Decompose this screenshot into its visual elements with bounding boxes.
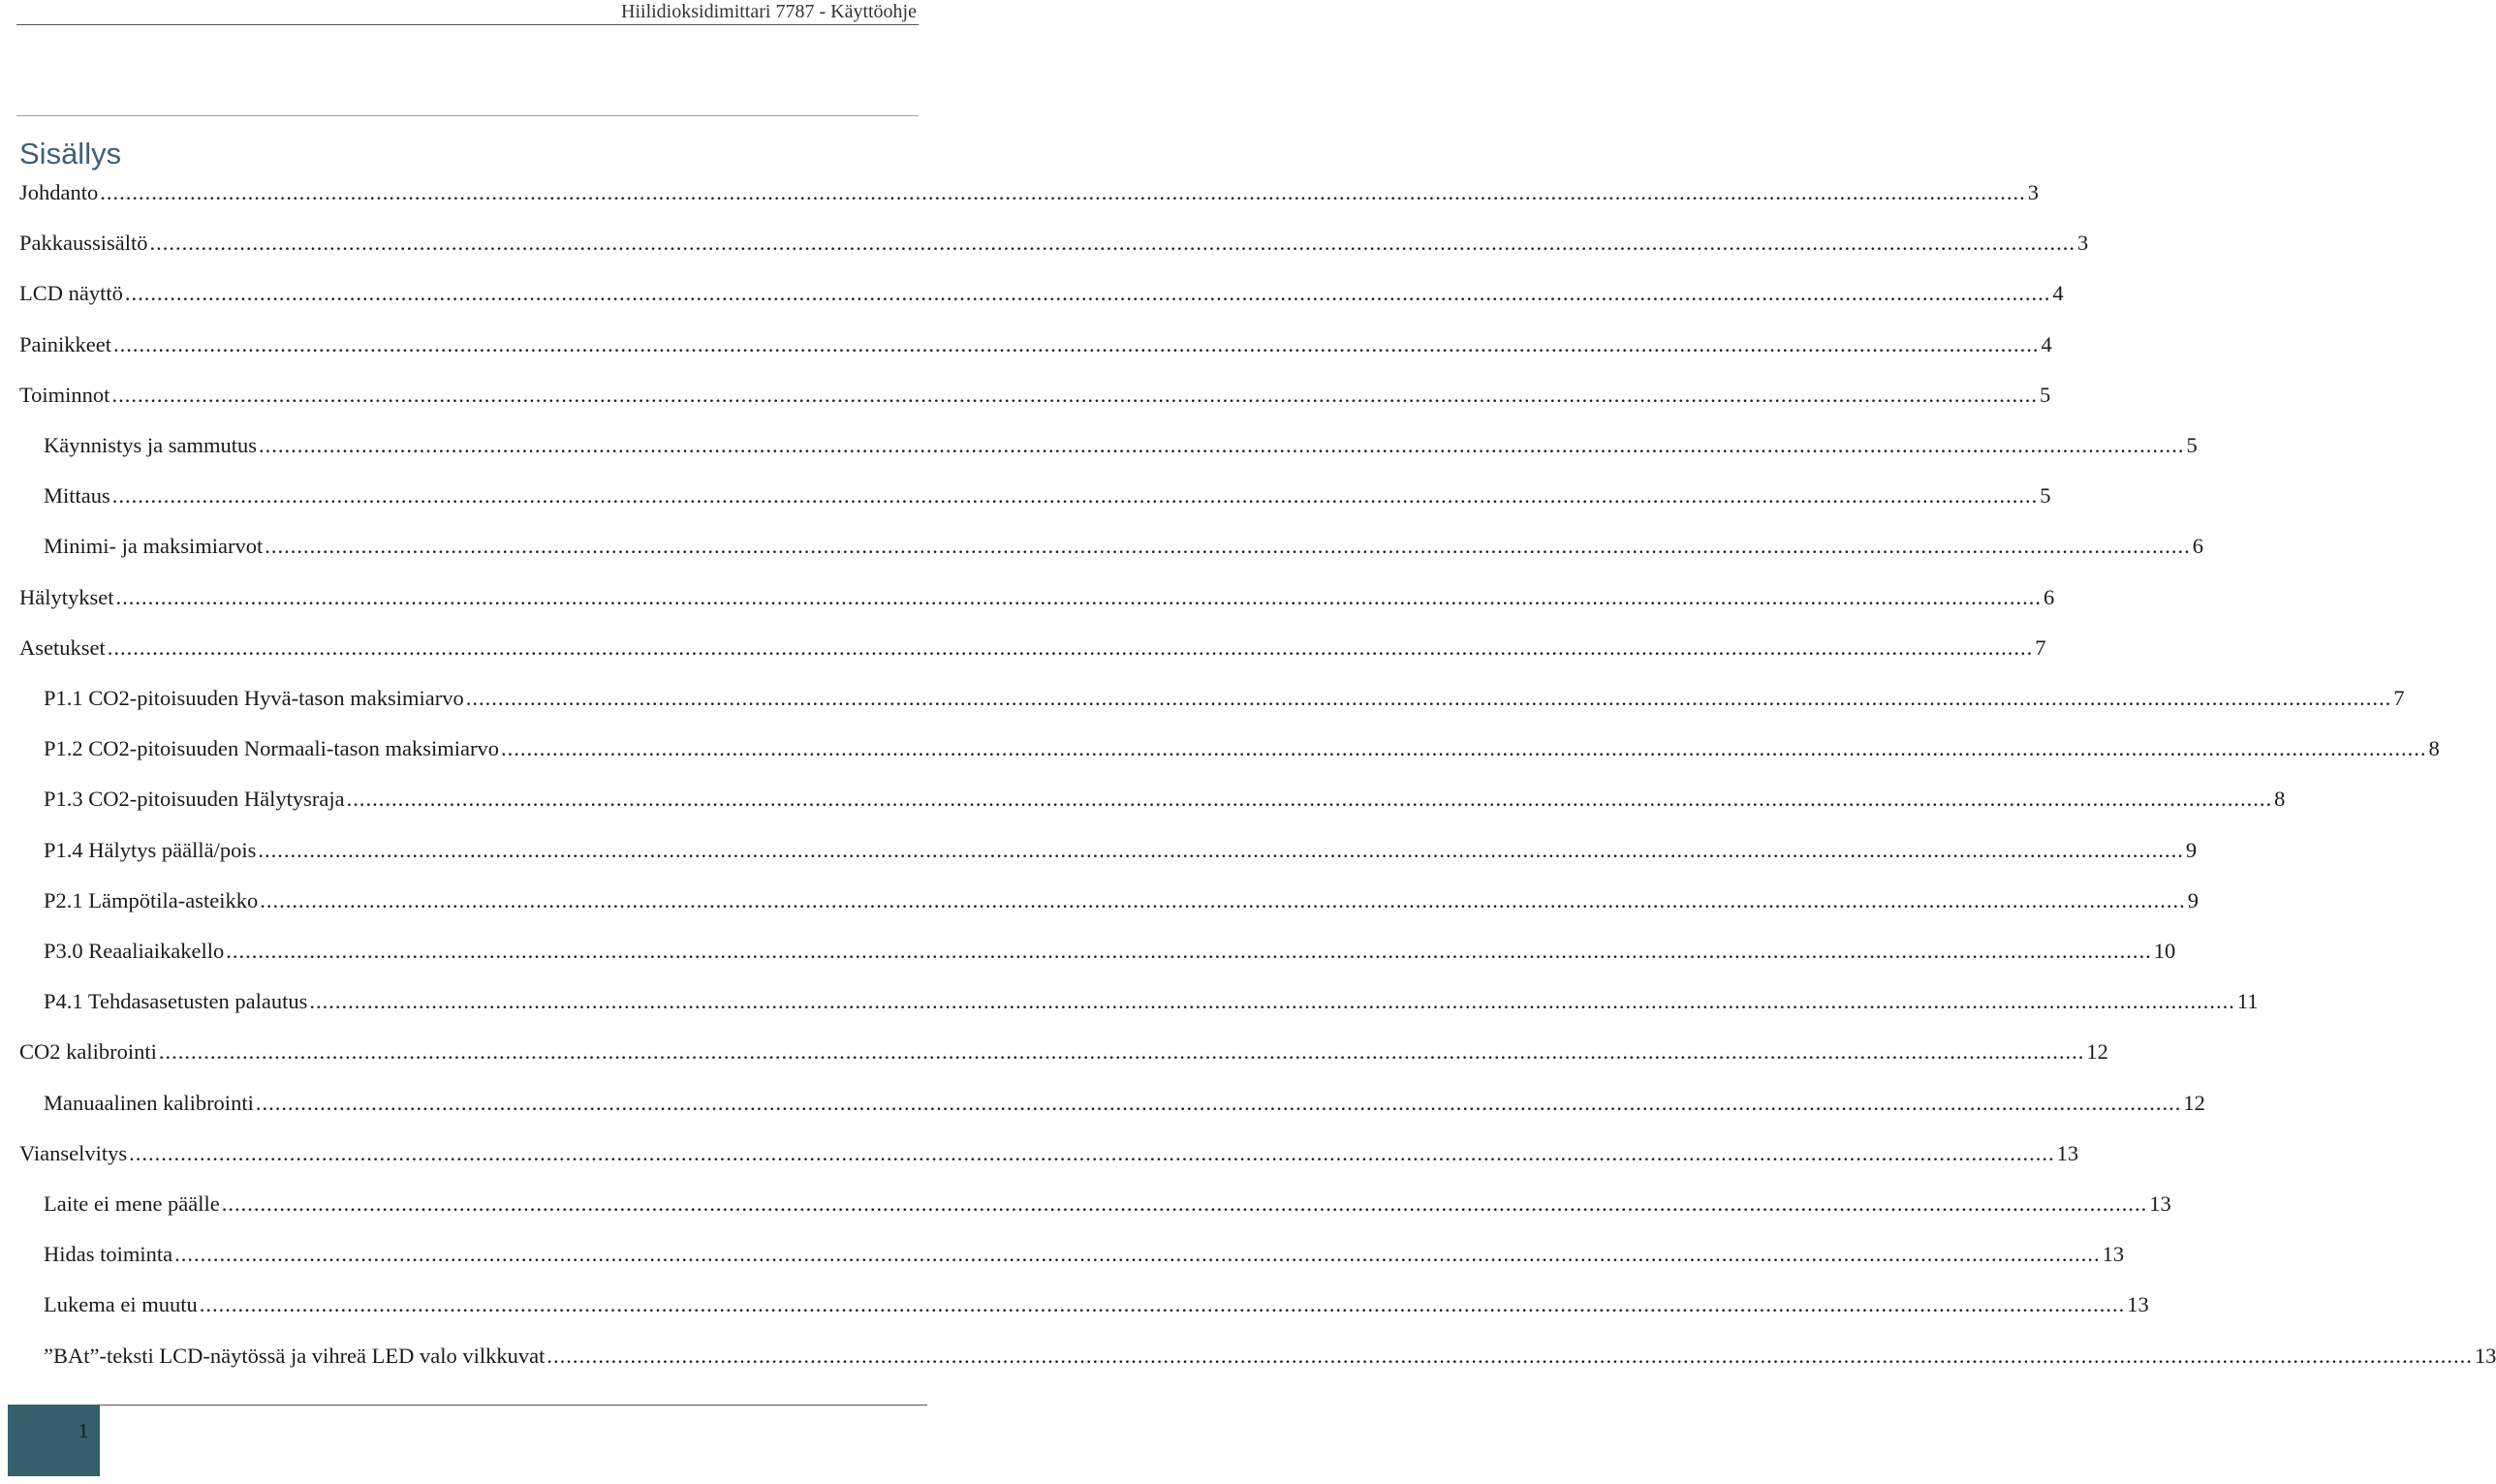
toc-entry[interactable] <box>19 228 2089 259</box>
toc-entry-label: P4.1 Tehdasasetusten palautus <box>44 989 308 1014</box>
toc-entry-label: P3.0 Reaaliaikakello <box>44 939 225 963</box>
toc-entry-label: P2.1 Lämpötila-asteikko <box>44 887 259 912</box>
toc-entry[interactable] <box>44 835 2198 866</box>
toc-dot-leader: ............................................................................................................................................................................................................................................................................................................ <box>221 1191 2148 1216</box>
toc-entry-label: P1.2 CO2-pitoisuuden Normaali-tason maksimiarvo <box>44 736 499 761</box>
toc-entry[interactable] <box>44 480 2051 511</box>
toc-entry[interactable] <box>19 329 2052 360</box>
toc-entry-label: Hidas toiminta <box>44 1242 173 1267</box>
toc-entry[interactable] <box>44 1239 2125 1270</box>
toc-entry[interactable] <box>44 531 2203 562</box>
toc-entry-label: P1.3 CO2-pitoisuuden Hälytysraja <box>44 787 345 812</box>
toc-entry-page: 8 <box>2274 787 2286 812</box>
toc-dot-leader: ............................................................................................................................................................................................................................................................................................................ <box>129 1140 2055 1165</box>
toc-entry-label: LCD näyttö <box>19 281 123 306</box>
toc-entry-label: ”BAt”-teksti LCD-näytössä ja vihreä LED valo vilkkuvat <box>44 1343 546 1368</box>
toc-entry-page: 5 <box>2186 433 2198 457</box>
toc-entry-page: 3 <box>2077 231 2089 256</box>
toc-dot-leader: ............................................................................................................................................................................................................................................................................................................ <box>260 887 2186 912</box>
toc-entry-page: 12 <box>2183 1090 2205 1115</box>
toc-entry-page: 6 <box>2043 584 2055 609</box>
toc-entry[interactable] <box>44 885 2199 916</box>
toc-dot-leader: ............................................................................................................................................................................................................................................................................................................ <box>199 1292 2126 1317</box>
toc-dot-leader: ............................................................................................................................................................................................................................................................................................................ <box>124 281 2051 306</box>
toc-entry-page: 13 <box>2474 1343 2496 1368</box>
toc-entry-label: Vianselvitys <box>19 1140 128 1165</box>
toc-dot-leader: ............................................................................................................................................................................................................................................................................................................ <box>465 686 2392 710</box>
toc-dot-leader: ............................................................................................................................................................................................................................................................................................................ <box>112 331 2040 356</box>
toc-entry[interactable] <box>19 1138 2079 1169</box>
toc-entry[interactable] <box>44 986 2259 1017</box>
toc-entry-page: 13 <box>2149 1191 2171 1216</box>
toc-entry-label: Käynnistys ja sammutus <box>44 433 257 457</box>
toc-dot-leader: ............................................................................................................................................................................................................................................................................................................ <box>158 1039 2085 1065</box>
page-number: 1 <box>78 1419 89 1442</box>
toc-entry-page: 5 <box>2039 382 2051 407</box>
header-divider <box>16 24 919 25</box>
toc-dot-leader: ............................................................................................................................................................................................................................................................................................................ <box>500 736 2427 761</box>
toc-dot-leader: ............................................................................................................................................................................................................................................................................................................ <box>111 382 2038 407</box>
toc-entry-label: Lukema ei muutu <box>44 1292 198 1317</box>
toc-dot-leader: ............................................................................................................................................................................................................................................................................................................ <box>258 837 2184 862</box>
toc-entry-label: P1.1 CO2-pitoisuuden Hyvä-tason maksimiarvo <box>44 686 464 710</box>
toc-dot-leader: ............................................................................................................................................................................................................................................................................................................ <box>174 1242 2101 1267</box>
toc-entry-label: CO2 kalibrointi <box>19 1039 157 1065</box>
toc-dot-leader: ............................................................................................................................................................................................................................................................................................................ <box>115 584 2042 609</box>
toc-entry-label: Minimi- ja maksimiarvot <box>44 534 264 559</box>
toc-entry-page: 9 <box>2187 887 2199 912</box>
toc-entry-label: Painikkeet <box>19 331 111 356</box>
toc-entry[interactable] <box>44 1289 2149 1320</box>
toc-entry[interactable] <box>44 784 2286 815</box>
toc-entry[interactable] <box>19 278 2064 309</box>
toc-dot-leader: ............................................................................................................................................................................................................................................................................................................ <box>111 483 2039 509</box>
toc-entry-page: 9 <box>2185 837 2198 862</box>
toc-entry-page: 13 <box>2102 1242 2125 1267</box>
toc-dot-leader: ............................................................................................................................................................................................................................................................................................................ <box>149 231 2075 256</box>
toc-dot-leader: ............................................................................................................................................................................................................................................................................................................ <box>107 634 2034 660</box>
toc-dot-leader: ............................................................................................................................................................................................................................................................................................................ <box>226 939 2152 963</box>
toc-dot-leader: ............................................................................................................................................................................................................................................................................................................ <box>546 1343 2473 1368</box>
toc-entry[interactable] <box>44 1341 2496 1372</box>
toc-entry-label: Hälytykset <box>19 584 114 609</box>
toc-title: Sisällys <box>19 137 122 170</box>
toc-entry-page: 5 <box>2040 483 2051 509</box>
toc-entry-page: 4 <box>2052 281 2064 306</box>
toc-dot-leader: ............................................................................................................................................................................................................................................................................................................ <box>259 433 2185 457</box>
toc-entry[interactable] <box>44 683 2405 714</box>
toc-entry[interactable] <box>19 633 2046 664</box>
toc-entry-page: 13 <box>2056 1140 2079 1165</box>
toc-entry-page: 13 <box>2127 1292 2149 1317</box>
toc-entry[interactable] <box>44 733 2440 764</box>
toc-entry-label: Johdanto <box>19 180 99 204</box>
toc-divider <box>16 115 919 116</box>
toc-entry[interactable] <box>19 582 2055 613</box>
toc-dot-leader: ............................................................................................................................................................................................................................................................................................................ <box>255 1090 2182 1115</box>
toc-entry-label: Toiminnot <box>19 382 110 407</box>
toc-entry[interactable] <box>19 177 2039 208</box>
toc-entry-label: Pakkaussisältö <box>19 231 148 256</box>
toc-entry-label: P1.4 Hälytys päällä/pois <box>44 837 257 862</box>
toc-entry-label: Manuaalinen kalibrointi <box>44 1090 254 1115</box>
toc-entry-page: 8 <box>2428 736 2440 761</box>
toc-entry-page: 4 <box>2041 331 2052 356</box>
toc-entry-page: 6 <box>2192 534 2203 559</box>
toc-entry-page: 3 <box>2027 180 2039 204</box>
toc-entry-page: 12 <box>2086 1039 2108 1065</box>
toc-entry-page: 10 <box>2153 939 2176 963</box>
toc-entry[interactable] <box>19 1036 2108 1067</box>
toc-entry[interactable] <box>44 936 2176 967</box>
document-header-title: Hiilidioksidimittari 7787 - Käyttöohje <box>621 1 917 22</box>
toc-entry-page: 7 <box>2393 686 2405 710</box>
toc-entry-label: Asetukset <box>19 634 106 660</box>
toc-dot-leader: ............................................................................................................................................................................................................................................................................................................ <box>100 180 2026 204</box>
toc-entry[interactable] <box>44 1189 2171 1220</box>
toc-dot-leader: ............................................................................................................................................................................................................................................................................................................ <box>309 989 2235 1014</box>
toc-dot-leader: ............................................................................................................................................................................................................................................................................................................ <box>265 534 2191 559</box>
toc-entry-page: 7 <box>2035 634 2046 660</box>
toc-entry[interactable] <box>44 430 2198 461</box>
toc-entry[interactable] <box>19 380 2051 411</box>
toc-entry-page: 11 <box>2236 989 2259 1014</box>
toc-dot-leader: ............................................................................................................................................................................................................................................................................................................ <box>346 787 2273 812</box>
toc-entry-label: Laite ei mene päälle <box>44 1191 220 1216</box>
toc-entry[interactable] <box>44 1088 2205 1119</box>
toc-entry-label: Mittaus <box>44 483 110 509</box>
